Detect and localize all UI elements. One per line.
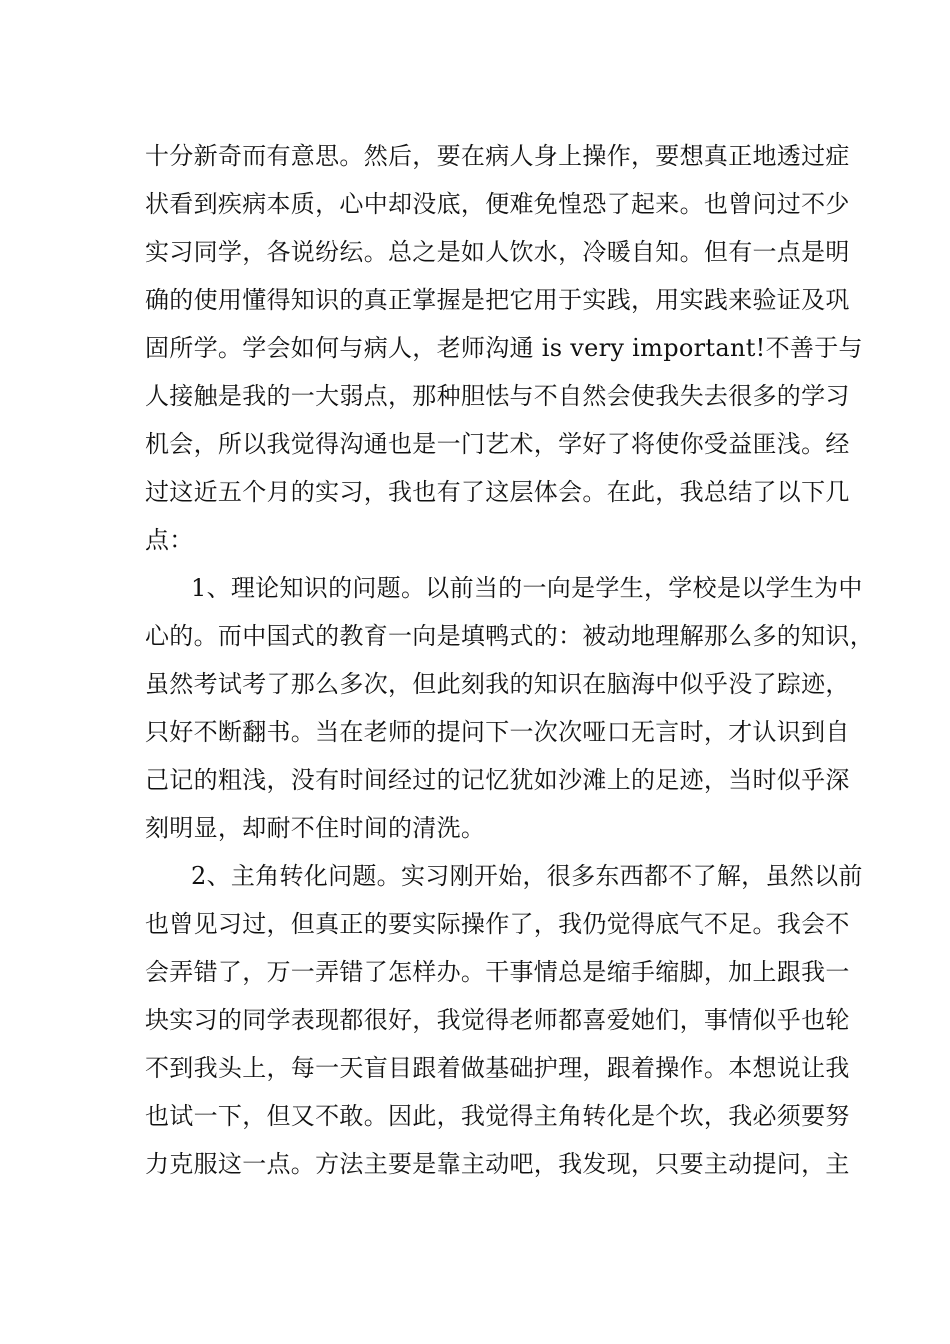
text-line: 确的使用懂得知识的真正掌握是把它用于实践，用实践来验证及巩 bbox=[145, 286, 850, 314]
text-line: 也试一下，但又不敢。因此，我觉得主角转化是个坎，我必须要努 bbox=[145, 1102, 850, 1130]
text-line: 状看到疾病本质，心中却没底，便难免惶恐了起来。也曾问过不少 bbox=[145, 190, 850, 218]
text-line: 心的。而中国式的教育一向是填鸭式的：被动地理解那么多的知识， bbox=[145, 622, 874, 650]
text-line: 2、主角转化问题。实习刚开始，很多东西都不了解，虽然以前 bbox=[191, 862, 863, 890]
text-line: 人接触是我的一大弱点，那种胆怯与不自然会使我失去很多的学习 bbox=[145, 382, 850, 410]
text-line: 实习同学，各说纷纭。总之是如人饮水，冷暖自知。但有一点是明 bbox=[145, 238, 850, 266]
text-line: 力克服这一点。方法主要是靠主动吧，我发现，只要主动提问，主 bbox=[145, 1150, 850, 1178]
text-line: 过这近五个月的实习，我也有了这层体会。在此，我总结了以下几 bbox=[145, 478, 850, 506]
document-body bbox=[145, 132, 874, 1188]
text-line: 会弄错了，万一弄错了怎样办。干事情总是缩手缩脚，加上跟我一 bbox=[145, 958, 850, 986]
text-line: 块实习的同学表现都很好，我觉得老师都喜爱她们，事情似乎也轮 bbox=[145, 1006, 850, 1034]
text-line: 虽然考试考了那么多次，但此刻我的知识在脑海中似乎没了踪迹， bbox=[145, 670, 850, 698]
text-line: 也曾见习过，但真正的要实际操作了，我仍觉得底气不足。我会不 bbox=[145, 910, 850, 938]
text-line: 固所学。学会如何与病人，老师沟通 is very important!不善于与 bbox=[145, 334, 863, 362]
text-line: 点： bbox=[145, 526, 194, 554]
text-line: 十分新奇而有意思。然后，要在病人身上操作，要想真正地透过症 bbox=[145, 142, 850, 170]
text-line: 不到我头上，每一天盲目跟着做基础护理，跟着操作。本想说让我 bbox=[145, 1054, 850, 1082]
text-line: 己记的粗浅，没有时间经过的记忆犹如沙滩上的足迹，当时似乎深 bbox=[145, 766, 850, 794]
text-line: 1、理论知识的问题。以前当的一向是学生，学校是以学生为中 bbox=[191, 574, 863, 602]
text-line: 只好不断翻书。当在老师的提问下一次次哑口无言时，才认识到自 bbox=[145, 718, 850, 746]
text-line: 刻明显，却耐不住时间的清洗。 bbox=[145, 814, 486, 842]
text-line: 机会，所以我觉得沟通也是一门艺术，学好了将使你受益匪浅。经 bbox=[145, 430, 850, 458]
